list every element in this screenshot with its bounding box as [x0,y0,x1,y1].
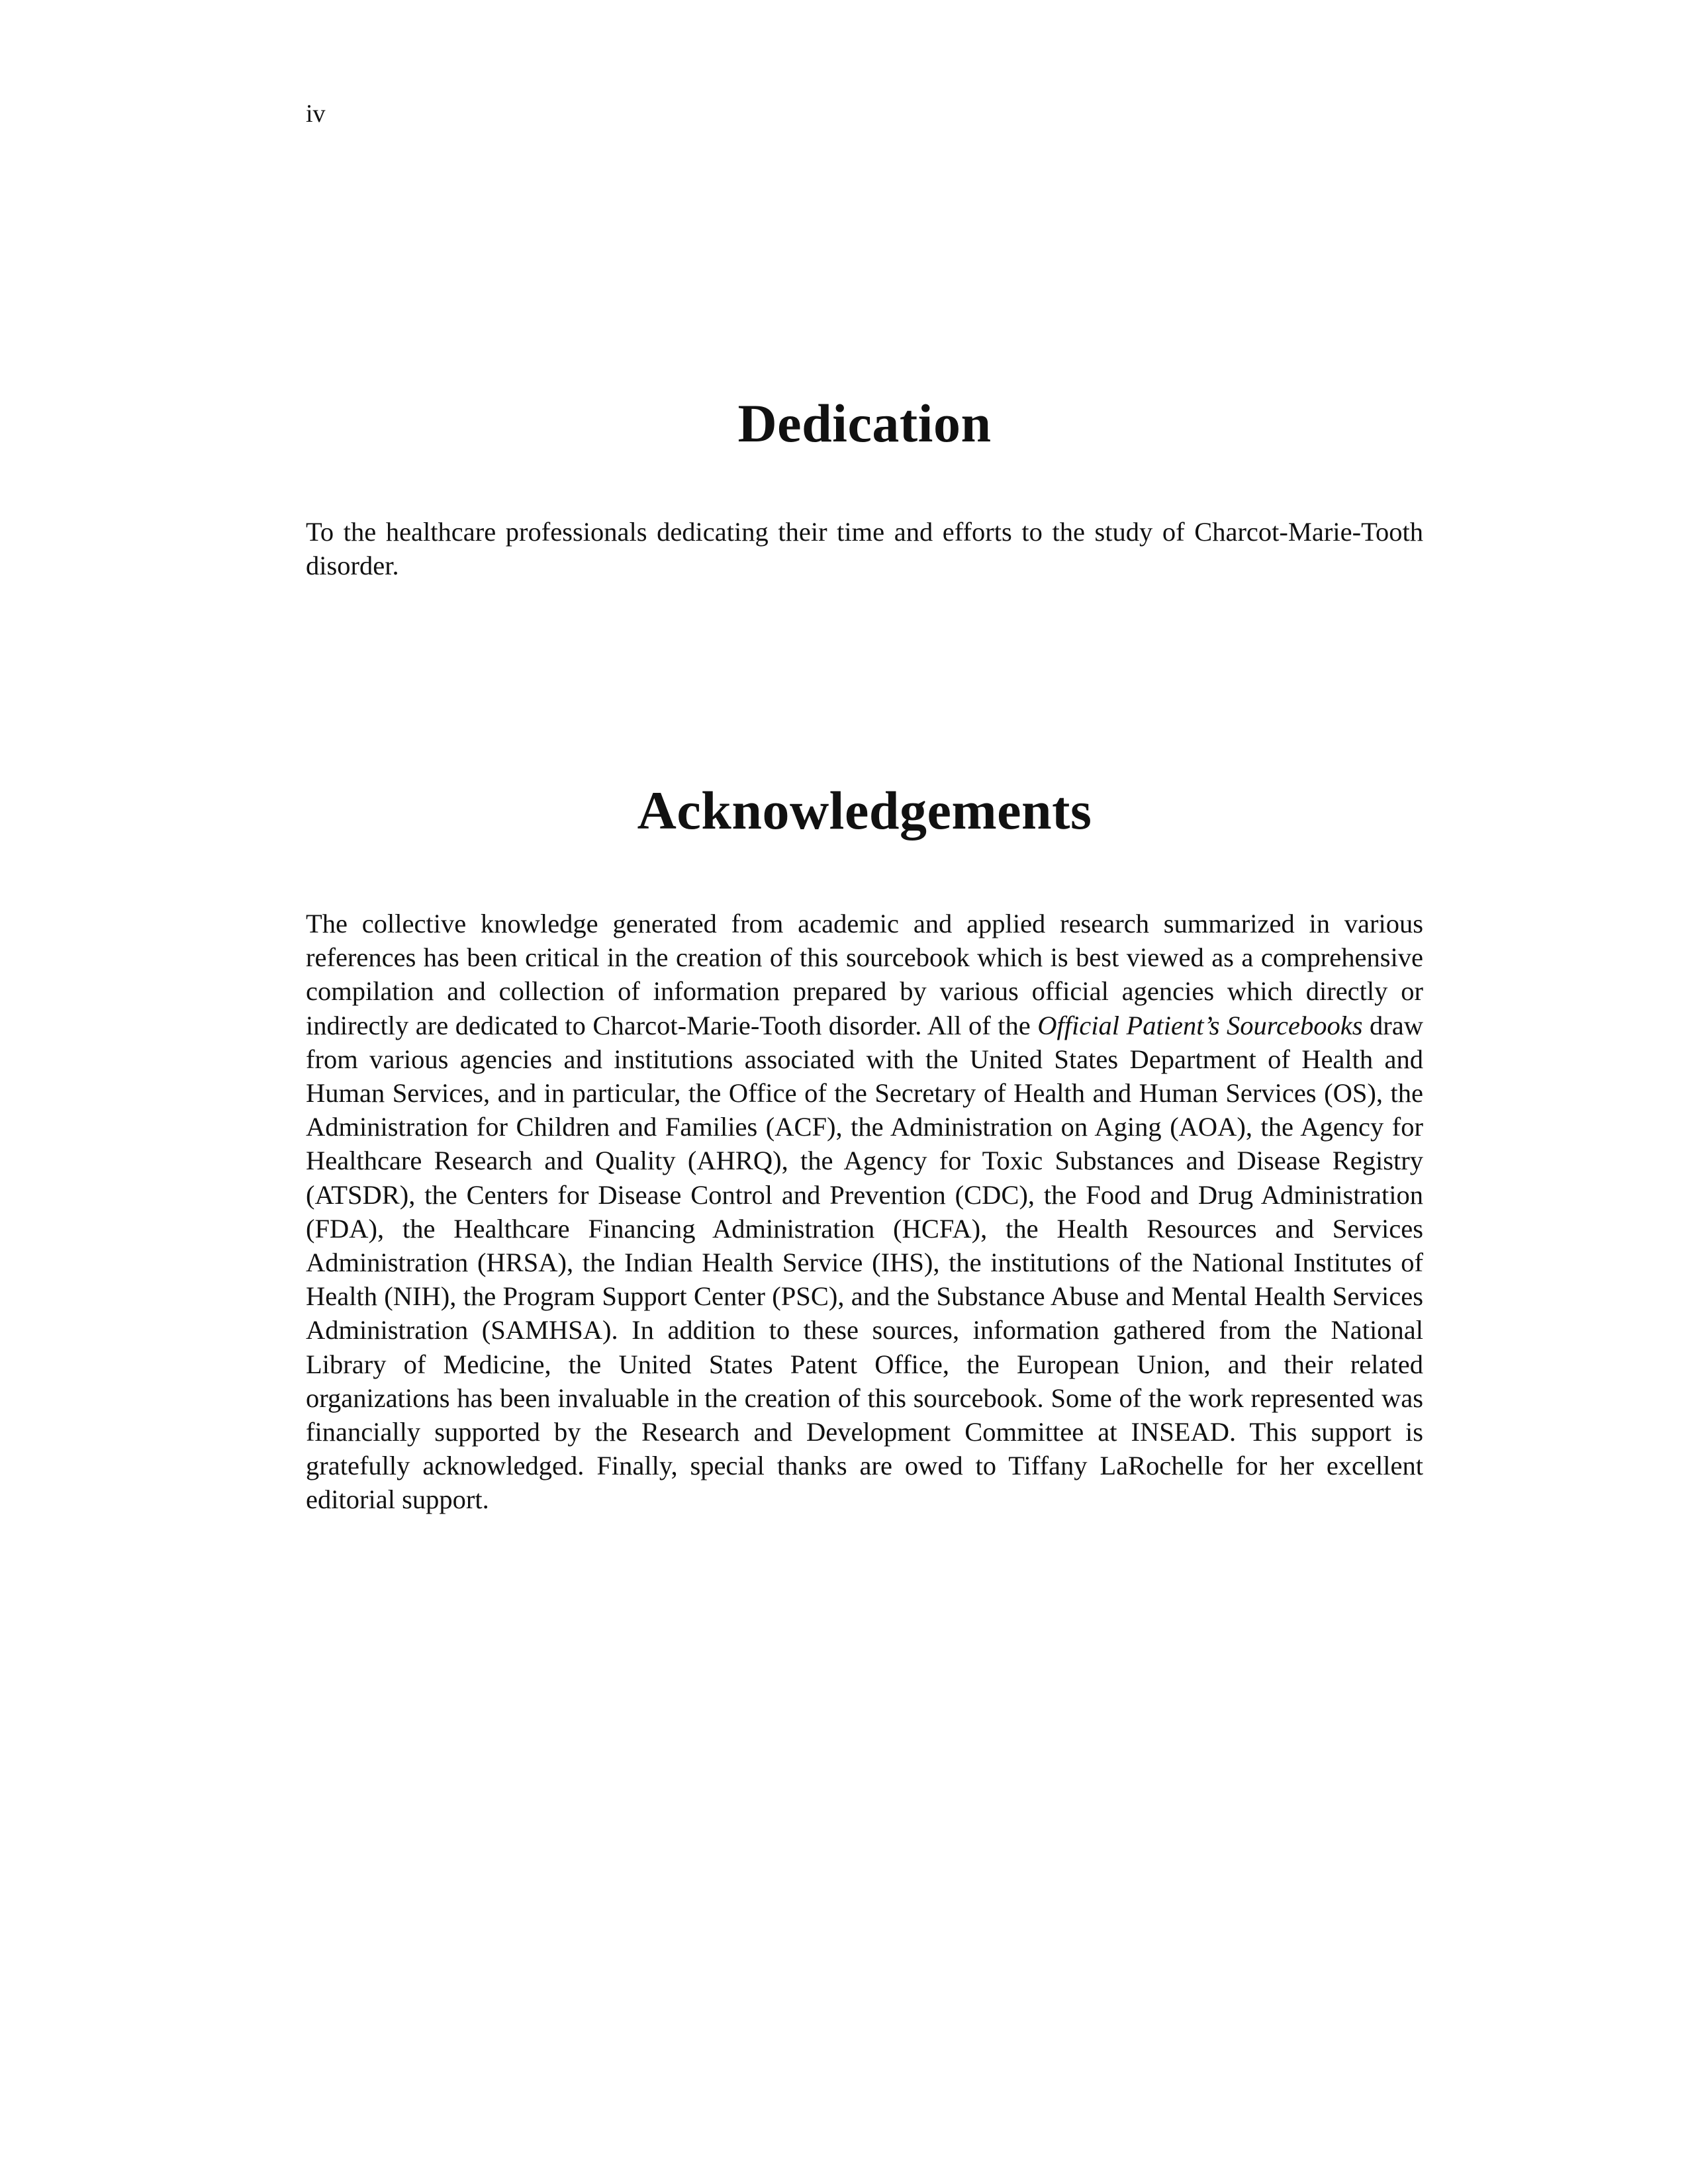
acknowledgements-text-part-1: The collective knowledge generated from academic and applied research summarized in various references has been critical in the creation of this sourcebook which is best viewed as a comprehensive compilation and collection of information prepared by various official agencies which directly or indirectly are dedicated to Charcot-Marie-Tooth disorder. All of the [306,909,1423,1040]
acknowledgements-body [306,907,1423,1517]
acknowledgements-paragraph [306,907,1423,1517]
dedication-paragraph: To the healthcare professionals dedicating their time and efforts to the study of Charcot-Marie-Tooth disorder. [306,517,1423,581]
sourcebooks-title: Official Patient’s Sourcebooks [1037,1010,1363,1040]
dedication-body [306,515,1423,582]
page-number: iv [306,100,326,128]
dedication-heading: Dedication [737,393,992,453]
acknowledgements-text-part-2: draw from various agencies and institutions associated with the United States Department of Health and Human Services, and in particular, the Office of the Secretary of Health and Human Services (OS), the Administration for Children and Families (ACF), the Administration on Aging (AOA), the Agency for Healthcare Research and Quality (AHRQ), the Agency for Toxic Substances and Disease Registry (ATSDR), the Centers for Disease Control and Prevention (CDC), the Food and Drug Administration (FDA), the Healthcare Financing Administration (HCFA), the Health Resources and Services Administration (HRSA), the Indian Health Service (IHS), the institutions of the National Institutes of Health (NIH), the Program Support Center (PSC), and the Substance Abuse and Mental Health Services Administration (SAMHSA). In addition to these sources, information gathered from the National Library of Medicine, the United States Patent Office, the European Union, and their related organizations has been invaluable in the creation of this sourcebook. Some of the work represented was financially supported by the Research and Development Committee at INSEAD. This support is gratefully acknowledged. Finally, special thanks are owed to Tiffany LaRochelle for her excellent editorial support. [306,1010,1423,1515]
dedication-section [306,390,1423,457]
acknowledgements-section [306,778,1423,844]
acknowledgements-heading: Acknowledgements [637,780,1092,841]
